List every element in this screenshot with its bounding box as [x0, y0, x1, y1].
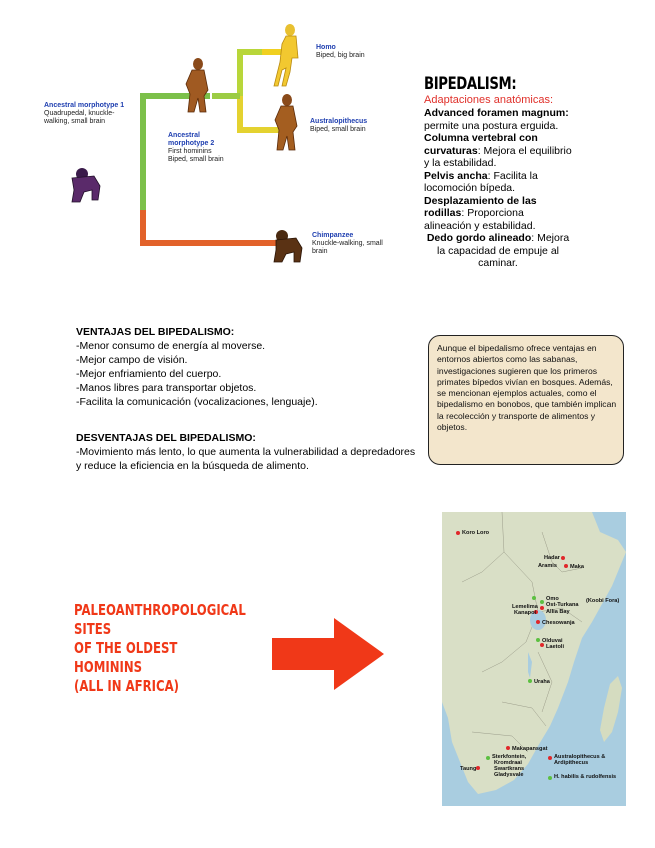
site-dot [486, 756, 490, 760]
note-text: Aunque el bipedalismo ofrece ventajas en entornos abiertos como las sabanas, investigaciones sugieren que los primeros primates bípedos vivían en bosques. Además, se mencionan ejemplos actuales, como el bipedalismo en bonobos, que también implican la recolección y transporte de alimentos y objetos. [437, 343, 617, 433]
ventajas-section [76, 325, 416, 409]
site-label: Omo [546, 596, 559, 602]
site-dot [540, 606, 544, 610]
site-label: Chesowanja [542, 620, 575, 626]
bipedalism-panel [424, 75, 572, 270]
site-dot [540, 600, 544, 604]
label-homo [316, 44, 406, 60]
ancestral1-desc: Quadrupedal, knuckle-walking, small brain [44, 110, 115, 125]
legend-green-dot [548, 776, 552, 780]
label-australopithecus [310, 118, 400, 134]
chimpanzee-figure [274, 230, 302, 262]
chimpanzee-desc: Knuckle-walking, small brain [312, 240, 383, 255]
site-dot [456, 531, 460, 535]
site-dot [532, 596, 536, 600]
ventaja-item: -Manos libres para transportar objetos. [76, 382, 257, 394]
homo-name: Homo [316, 44, 336, 51]
desventajas-text: -Movimiento más lento, lo que aumenta la vulnerabilidad a depredadores y reduce la eficiencia en la búsqueda de alimento. [76, 446, 416, 472]
ancestral1-name: Ancestral morphotype 1 [44, 102, 125, 109]
site-label: Gladysvale [494, 772, 524, 778]
ancestral2-name: Ancestral morphotype 2 [168, 132, 215, 147]
site-label: Taung [460, 766, 477, 772]
bip-term: Advanced foramen magnum: [424, 107, 569, 119]
ventaja-item: -Mejor enfriamiento del cuerpo. [76, 368, 222, 380]
site-label: Makapansgat [512, 746, 548, 752]
site-dot [536, 620, 540, 624]
site-label: Koro Loro [462, 530, 490, 536]
bipedalism-subtitle: Adaptaciones anatómicas: [424, 94, 554, 106]
bip-item-pelvis [424, 170, 572, 195]
site-label: Ost-Turkana [546, 602, 579, 608]
ventaja-item: -Menor consumo de energía al moverse. [76, 340, 266, 352]
bip-text: : Facilita la locomoción bípeda. [424, 169, 538, 194]
chimpanzee-name: Chimpanzee [312, 232, 354, 239]
ancestral2-desc2: Biped, small brain [168, 156, 224, 163]
sites-line: (ALL IN AFRICA) [74, 677, 180, 695]
sites-line: HOMININS [74, 658, 143, 676]
bip-term: Pelvis ancha [424, 169, 488, 182]
bip-item-foramen [424, 107, 572, 132]
australopithecus-figure [275, 94, 297, 150]
phylogeny-diagram [0, 0, 420, 300]
site-label: (Koobi Fora) [586, 598, 620, 604]
site-label: Hadar [544, 555, 560, 561]
site-label: Kanapoi [514, 610, 537, 616]
ancestral2-desc1: First hominins [168, 148, 212, 155]
branch-chimpanzee [143, 205, 282, 243]
site-dot [561, 556, 565, 560]
bip-item-rodillas [424, 195, 572, 233]
bip-item-columna [424, 132, 572, 170]
site-label: Aramis [538, 563, 557, 569]
sites-line: PALEOANTHROPOLOGICAL [74, 601, 246, 619]
desventajas-heading: DESVENTAJAS DEL BIPEDALISMO: [76, 432, 256, 444]
label-ancestral2 [168, 132, 236, 164]
sites-line: OF THE OLDEST [74, 639, 178, 657]
bip-term: Dedo gordo alineado [426, 232, 532, 244]
site-dot [476, 766, 480, 770]
label-ancestral1 [44, 102, 134, 126]
note-box [428, 335, 624, 465]
sites-line: SITES [74, 620, 112, 638]
ancestral1-figure [72, 168, 100, 202]
site-label: Olduvai [542, 638, 563, 644]
legend-green-label: H. habilis & rudolfensis [554, 774, 617, 780]
site-label: Uraha [534, 679, 550, 685]
site-label: Allia Bay [546, 609, 570, 615]
site-dot [564, 564, 568, 568]
site-label: Sterkfontein, [492, 754, 527, 760]
australopithecus-name: Australopithecus [310, 118, 368, 125]
site-dot [536, 638, 540, 642]
bip-text: : Mejora el equilibrio y la estabilidad. [424, 144, 572, 169]
africa-map [442, 512, 626, 806]
legend-red-dot [548, 756, 552, 760]
legend-red-label: Australopithecus & Ardipithecus [554, 754, 606, 767]
ventaja-item: -Facilita la comunicación (vocalizaciones, lenguaje). [76, 396, 318, 408]
site-dot [506, 746, 510, 750]
ventaja-item: -Mejor campo de visión. [76, 354, 188, 366]
bip-term: Columna vertebral con curvaturas [424, 132, 538, 157]
site-label: Maka [570, 564, 584, 570]
site-label: Laetoli [546, 644, 565, 650]
homo-desc: Biped, big brain [316, 52, 365, 59]
bip-term: Desplazamiento de las rodillas [424, 194, 537, 219]
bipedalism-title: BIPEDALISM: [424, 74, 517, 94]
site-dot [528, 679, 532, 683]
bip-text: permite una postura erguida. [424, 119, 559, 132]
bip-text: : Proporciona alineación y estabilidad. [424, 207, 536, 232]
label-chimpanzee [312, 232, 394, 256]
ancestral2-figure [186, 58, 208, 112]
site-label: Lemelima [512, 604, 538, 610]
arrow-right-icon [272, 618, 384, 690]
sites-heading [74, 601, 294, 696]
desventajas-section [76, 431, 416, 473]
bip-text: : Mejora la capacidad de empuje al caminar. [436, 232, 570, 269]
australopithecus-desc: Biped, small brain [310, 126, 366, 133]
bip-item-dedo [424, 232, 572, 270]
site-label: Swartkrans [494, 766, 525, 772]
ventajas-heading: VENTAJAS DEL BIPEDALISMO: [76, 326, 235, 338]
site-label: Kromdraai [494, 760, 522, 766]
